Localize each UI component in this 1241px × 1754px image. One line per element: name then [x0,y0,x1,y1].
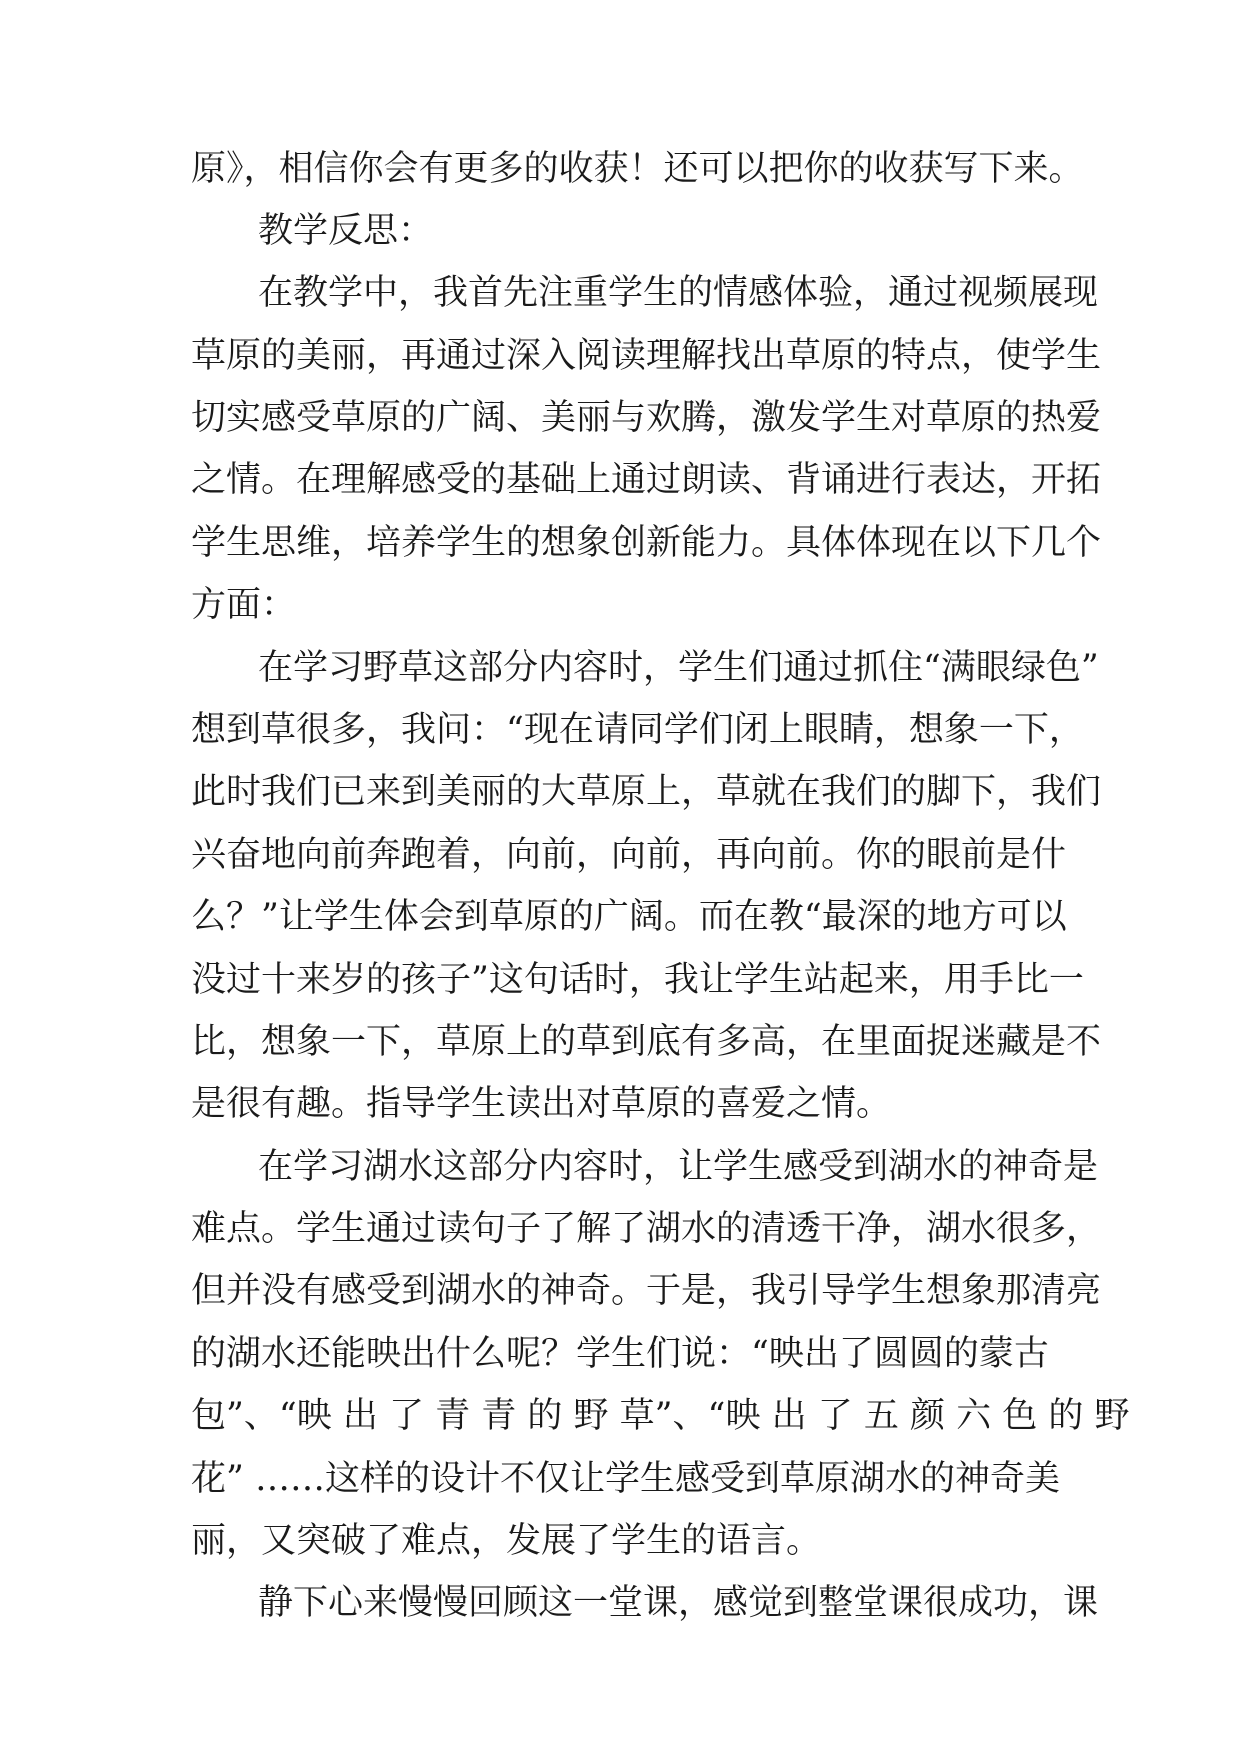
text-line-15: 比，想象一下，草原上的草到底有多高，在里面捉迷藏是不 [191,1022,1102,1062]
text-line-6: 之情。在理解感受的基础上通过朗读、背诵进行表达，开拓 [191,460,1102,500]
text-line-24: 静下心来慢慢回顾这一堂课，感觉到整堂课很成功，课 [258,1583,1099,1623]
text-line-22: 花” ……这样的设计不仅让学生感受到草原湖水的神奇美 [191,1459,1061,1499]
text-line-16: 是很有趣。指导学生读出对草原的喜爱之情。 [191,1084,892,1124]
section-heading-reflection: 教学反思： [258,211,434,251]
text-line-18: 难点。学生通过读句子了解了湖水的清透干净，湖水很多， [191,1209,1102,1249]
text-line-20: 的湖水还能映出什么呢？学生们说：“映出了圆圆的蒙古 [191,1334,1049,1374]
text-line-23: 丽，又突破了难点，发展了学生的语言。 [191,1521,822,1561]
text-line-17: 在学习湖水这部分内容时，让学生感受到湖水的神奇是 [258,1147,1099,1187]
text-line-21: 包”、“映 出 了 青 青 的 野 草”、“映 出 了 五 颜 六 色 的 野 [191,1396,1130,1436]
text-line-19: 但并没有感受到湖水的神奇。于是，我引导学生想象那清亮 [191,1271,1102,1311]
text-line-10: 想到草很多，我问：“现在请同学们闭上眼睛，想象一下， [191,710,1084,750]
text-line-14: 没过十来岁的孩子”这句话时，我让学生站起来，用手比一 [191,960,1084,1000]
text-line-8: 方面： [191,585,297,625]
text-line-5: 切实感受草原的广阔、美丽与欢腾，激发学生对草原的热爱 [191,398,1102,438]
text-line-13: 么？”让学生体会到草原的广阔。而在教“最深的地方可以 [191,897,1067,937]
text-line-4: 草原的美丽，再通过深入阅读理解找出草原的特点，使学生 [191,336,1102,376]
text-line-11: 此时我们已来到美丽的大草原上，草就在我们的脚下，我们 [191,772,1102,812]
text-line-3: 在教学中，我首先注重学生的情感体验，通过视频展现 [258,273,1099,313]
text-line-1: 原》，相信你会有更多的收获！还可以把你的收获写下来。 [191,149,1084,189]
text-line-9: 在学习野草这部分内容时，学生们通过抓住“满眼绿色” [258,648,1099,688]
text-line-7: 学生思维，培养学生的想象创新能力。具体体现在以下几个 [191,523,1102,563]
text-line-12: 兴奋地向前奔跑着，向前，向前，再向前。你的眼前是什 [191,835,1067,875]
